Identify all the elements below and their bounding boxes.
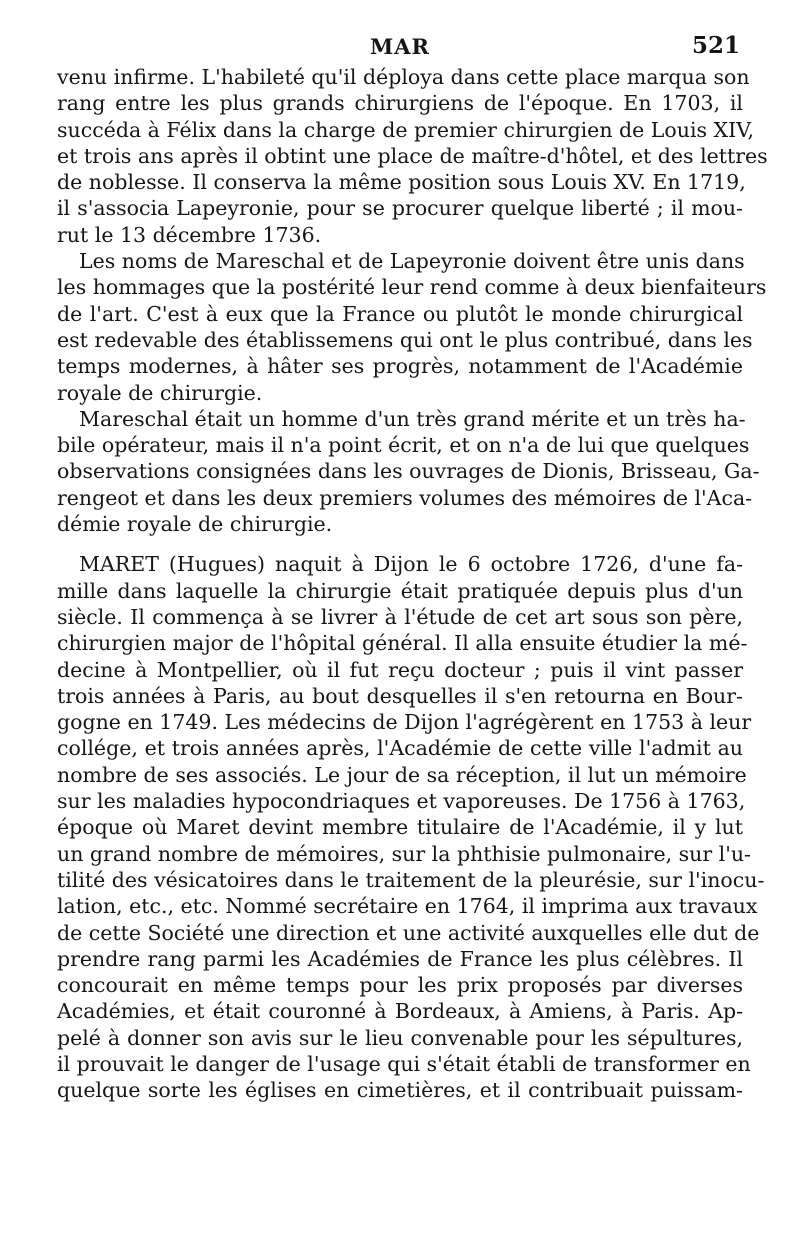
text-line: il prouvait le danger de l'usage qui s'était établi de transformer en xyxy=(57,1051,751,1076)
text-line: est redevable des établissemens qui ont le plus contribué, dans les xyxy=(57,327,753,352)
text-line: époque où Maret devint membre titulaire de l'Académie, il y lut xyxy=(57,815,743,840)
text-line: mille dans laquelle la chirurgie était pratiquée depuis plus d'un xyxy=(57,578,743,603)
text-line: de noblesse. Il conserva la même position sous Louis XV. En 1719, xyxy=(57,170,746,195)
text-line: concourait en même temps pour les prix proposés par diverses xyxy=(57,973,743,998)
paragraph xyxy=(57,248,767,406)
text-line: gogne en 1749. Les médecins de Dijon l'agrégèrent en 1753 à leur xyxy=(57,710,752,735)
text-line: siècle. Il commença à se livrer à l'étude de cet art sous son père, xyxy=(57,604,743,629)
text-line: il s'associa Lapeyronie, pour se procurer quelque liberté ; il mou- xyxy=(57,196,743,221)
text-line: les hommages que la postérité leur rend comme à deux bienfaiteurs xyxy=(57,275,767,300)
running-head: MAR xyxy=(370,34,430,59)
text-line: rut le 13 décembre 1736. xyxy=(57,222,322,247)
text-line: trois années à Paris, au bout desquelles il s'en retourna en Bour- xyxy=(57,683,743,708)
text-line: sur les maladies hypocondriaques et vaporeuses. De 1756 à 1763, xyxy=(57,789,746,814)
text-line: quelque sorte les églises en cimetières, et il contribuait puissam- xyxy=(57,1078,743,1103)
paragraph xyxy=(57,551,765,1103)
text-line: MARET (Hugues) naquit à Dijon le 6 octobre 1726, d'une fa- xyxy=(79,552,743,577)
text-line: tilité des vésicatoires dans le traitement de la pleurésie, sur l'inocu- xyxy=(57,867,765,892)
text-line: pelé à donner son avis sur le lieu convenable pour les sépultures, xyxy=(57,1025,743,1050)
paragraph-gap xyxy=(57,537,743,551)
text-line: un grand nombre de mémoires, sur la phthisie pulmonaire, sur l'u- xyxy=(57,841,751,866)
text-line: royale de chirurgie. xyxy=(57,380,263,405)
text-line: de l'art. C'est à eux que la France ou plutôt le monde chirurgical xyxy=(57,301,743,326)
text-line: de cette Société une direction et une activité auxquelles elle dut de xyxy=(57,920,760,945)
text-line: succéda à Félix dans la charge de premier chirurgien de Louis XIV, xyxy=(57,117,754,142)
text-line: rengeot et dans les deux premiers volumes des mémoires de l'Aca- xyxy=(57,485,753,510)
paragraph xyxy=(57,64,768,248)
text-line: et trois ans après il obtint une place de maître-d'hôtel, et des lettres xyxy=(57,143,768,168)
text-line: Académies, et était couronné à Bordeaux, à Amiens, à Paris. Ap- xyxy=(57,999,743,1024)
text-line: prendre rang parmi les Académies de France les plus célèbres. Il xyxy=(57,946,743,971)
text-line: rang entre les plus grands chirurgiens de l'époque. En 1703, il xyxy=(57,91,743,116)
body-text xyxy=(57,64,768,1104)
text-line: chirurgien major de l'hôpital général. Il alla ensuite étudier la mé- xyxy=(57,631,748,656)
paragraph xyxy=(57,406,760,537)
text-line: decine à Montpellier, où il fut reçu docteur ; puis il vint passer xyxy=(57,657,743,682)
text-line: démie royale de chirurgie. xyxy=(57,512,333,537)
text-line: Mareschal était un homme d'un très grand mérite et un très ha- xyxy=(79,406,746,431)
text-line: bile opérateur, mais il n'a point écrit, et on n'a de lui que quelques xyxy=(57,433,750,458)
text-line: Les noms de Mareschal et de Lapeyronie doivent être unis dans xyxy=(79,249,745,274)
text-line: lation, etc., etc. Nommé secrétaire en 1764, il imprima aux travaux xyxy=(57,894,758,919)
text-line: venu infirme. L'habileté qu'il déploya dans cette place marqua son xyxy=(57,65,750,89)
text-line: temps modernes, à hâter ses progrès, notamment de l'Académie xyxy=(57,354,743,379)
page-number: 521 xyxy=(691,32,740,59)
text-line: observations consignées dans les ouvrages de Dionis, Brisseau, Ga- xyxy=(57,459,760,484)
text-line: nombre de ses associés. Le jour de sa réception, il lut un mémoire xyxy=(57,762,747,787)
text-line: collége, et trois années après, l'Académie de cette ville l'admit au xyxy=(57,736,743,761)
